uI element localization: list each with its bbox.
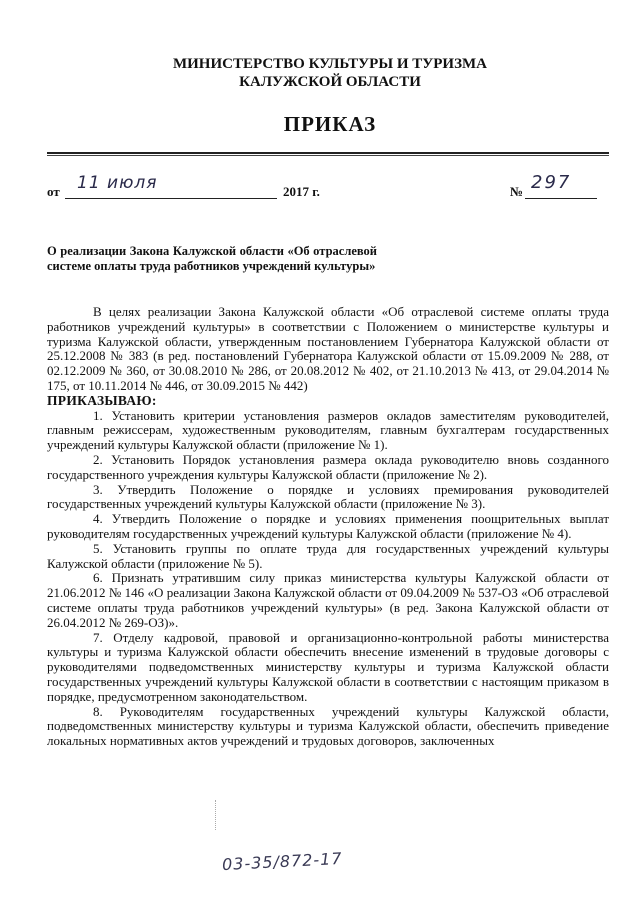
handwritten-registration-number: 03-35/872-17 [221, 848, 343, 875]
ministry-header [60, 55, 600, 91]
scan-artifact-dots [215, 800, 220, 830]
order-item: 2. Установить Порядок установления размера оклада руководителю вновь созданного государственного учреждения культуры Калужской области (приложение № 2). [47, 451, 609, 482]
order-subject: О реализации Закона Калужской области «Об отраслевой системе оплаты труда работников учреждений культуры» [47, 244, 377, 273]
ministry-region: КАЛУЖСКОЙ ОБЛАСТИ [239, 74, 421, 90]
order-directive-word: ПРИКАЗЫВАЮ: [47, 392, 157, 408]
date-prefix: от [47, 184, 60, 199]
order-item: 8. Руководителям государственных учреждений культуры Калужской области, подведомственных министерству культуры и туризма Калужской области, обеспечить приведение локальных нормативных актов учреждений и трудовых договоров, заключенных [47, 703, 609, 749]
ministry-name: МИНИСТЕРСТВО КУЛЬТУРЫ И ТУРИЗМА [172, 56, 487, 72]
order-item: 4. Утвердить Положение о порядке и условиях применения поощрительных выплат руководителям государственных учреждений культуры Калужской области (приложение № 4). [47, 511, 609, 541]
number-prefix: № [510, 184, 524, 199]
order-item: 3. Утвердить Положение о порядке и условиях премирования руководителей государственных учреждений культуры Калужской области (приложение № 3). [47, 481, 609, 512]
preamble-paragraph: В целях реализации Закона Калужской области «Об отраслевой системе оплаты труда работников учреждений культуры» в соответствии с Положением о министерстве культуры и туризма Калужской области, утвержденным постановлением Губернатора Калужской области от 25.12.2008 № 383 (в ред. постановлений Губернатора Калужской области от 15.09.2009 № 288, от 02.12.2009 № 360, от 30.08.2010 № 286, от 20.08.2012 № 402, от 21.10.2013 № 413, от 29.04.2014 № 175, от 10.11.2014 № 446, от 30.09.2015 № 442) [47, 304, 609, 393]
order-item: 6. Признать утратившим силу приказ министерства культуры Калужской области от 21.06.2012 № 146 «О реализации Закона Калужской области от 09.04.2009 № 537-ОЗ «Об отраслевой системе оплаты труда работников учреждений культуры» (в ред. Закона Калужской области от 26.04.2012 № 269-ОЗ)». [47, 570, 609, 630]
handwritten-date: 11 июля [77, 173, 158, 193]
order-item: 5. Установить группы по оплате труда для государственных учреждений культуры Калужской области (приложение № 5). [47, 540, 609, 571]
header-divider-thin [47, 155, 609, 156]
order-body [47, 305, 609, 749]
header-divider [47, 152, 609, 154]
order-item: 7. Отделу кадровой, правовой и организационно-контрольной работы министерства культуры и туризма Калужской области обеспечить внесение изменений в трудовые договоры с руководителями подведомственных министерству культуры и туризма Калужской области государственных учреждений культуры Калужской области в соответствии с настоящим приказом в порядке, предусмотренном законодательством. [47, 629, 609, 704]
date-number-row [47, 172, 609, 202]
handwritten-number: 297 [531, 172, 572, 193]
document-type-title: ПРИКАЗ [283, 112, 377, 136]
order-item: 1. Установить критерии установления размеров окладов заместителям руководителей, главным режиссерам, художественным руководителям, главным бухгалтерам государственных учреждений культуры Калужской области (приложение № 1). [47, 407, 609, 453]
date-year: 2017 г. [283, 184, 320, 199]
